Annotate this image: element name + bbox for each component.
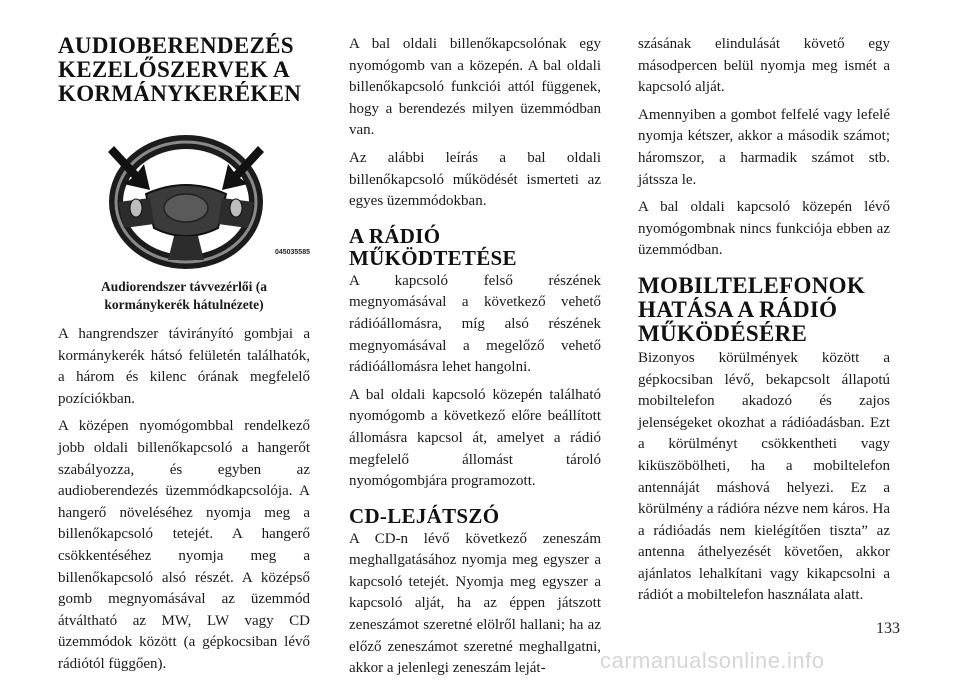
section-title-audio-controls: AUDIOBERENDEZÉS KEZELŐSZERVEK A KORMÁNYKERÉKEN — [58, 33, 302, 106]
section-title-mobile-phones: MOBILTELEFONOK HATÁSA A RÁDIÓ MŰKÖDÉSÉRE — [638, 272, 866, 346]
paragraph: A kapcsoló felső részének megnyomásával a következő vehető rádióállomásra, míg alsó részének megnyomásával a megelőző vehető rádióállomásra lehet hangolni. — [349, 272, 601, 376]
paragraph: A bal oldali billenőkapcsolónak egy nyomógomb van a közepén. A bal oldali billenőkapcsoló funkciói attól függenek, hogy a berendezés milyen üzemmódban van. — [349, 36, 601, 139]
paragraph: A bal oldali kapcsoló közepén található nyomógomb a következő előre beállított állomásra kapcsol át, amelyet a rádió megfelelő állomást tároló nyomógombjára programozott. — [349, 386, 601, 490]
paragraph: A bal oldali kapcsoló közepén lévő nyomógombnak nincs funkciója ebben az üzemmódban. — [638, 199, 890, 259]
paragraph: Bizonyos körülmények között a gépkocsiban lévő, bekapcsolt állapotú mobiltelefon akadozó és zajos jelenségeket okozhat a rádióadásban. Ezt a körülményt csökkentheti vagy kiküszöbölheti, ha a mobiltelefon antennáját máshová helyezi. Ez a körülmény a rádióra nézve nem káros. Ha a rádióadás nem kielégítően tiszta” az antenna áthelyezését követően, akkor ajánlatos lehalkítani vagy kikapcsolni a rádiót a mobiltelefon használata alatt. — [638, 349, 890, 604]
steering-wheel-illustration — [58, 124, 310, 274]
column-middle — [349, 34, 601, 686]
column-right — [638, 34, 890, 613]
paragraph: A középen nyomógombbal rendelkező jobb oldali billenőkapcsoló a hangerőt szabályozza, és egyben az audioberendezés üzemmódkapcsolója. A hangerő növeléséhez nyomja meg a billenőkapcsoló tetejét. A hangerő csökkentéséhez nyomja meg a billenőkapcsoló alsó részét. A középső gomb megnyomásával az üzemmód átváltható az MW, LW vagy CD üzemmódok között (a gépkocsiban lévő rádiótól függően). — [58, 418, 310, 672]
page-number: 133 — [876, 620, 900, 637]
figure-code: 045035585 — [274, 249, 310, 256]
steering-wheel-figure — [58, 124, 310, 274]
paragraph: A CD-n lévő következő zeneszám meghallgatásához nyomja meg egyszer a kapcsoló tetejét. Nyomja meg egyszer a kapcsoló alját, ha az éppen játszott zeneszámot szeretné elölről hallani; ha az előző zeneszámot szeretné meghallgatni, akkor a jelenlegi zeneszám leját- — [349, 530, 601, 677]
paragraph: A hangrendszer távirányító gombjai a kormánykerék hátsó felületén találhatók, a három és kilenc órának megfelelő pozíciókban. — [58, 326, 310, 407]
section-heading-radio: A RÁDIÓ MŰKÖDTETÉSE — [349, 223, 517, 270]
column-left — [58, 34, 310, 682]
paragraph: Az alábbi leírás a bal oldali billenőkapcsoló működését ismerteti az egyes üzemmódokban. — [349, 149, 601, 210]
figure-caption: Audiorendszer távvezérlői (a kormánykerék hátulnézete) — [101, 279, 267, 312]
watermark: carmanualsonline.info — [600, 648, 825, 673]
paragraph: Amennyiben a gombot felfelé vagy lefelé nyomja kétszer, akkor a második számot; háromszor, a harmadik számot stb. játssza le. — [638, 106, 890, 188]
section-heading-cd: CD-LEJÁTSZÓ — [349, 503, 500, 528]
paragraph: szásának elindulását követő egy másodpercen belül nyomja meg ismét a kapcsoló alját. — [638, 36, 890, 96]
